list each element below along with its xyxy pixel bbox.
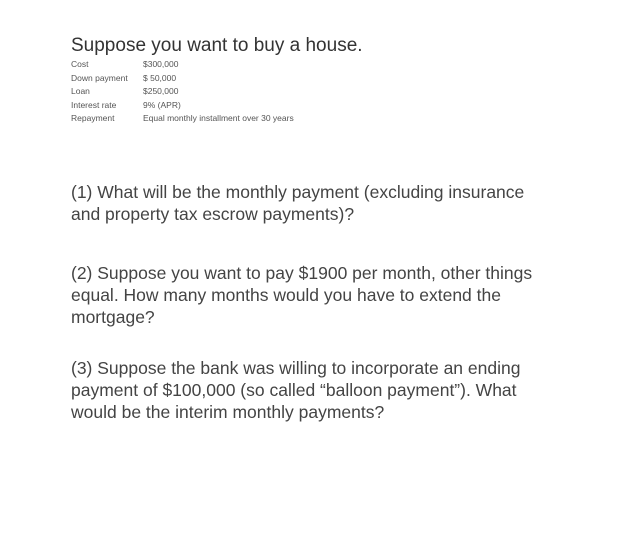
term-value: 9% (APR) bbox=[143, 99, 181, 110]
question-1: (1) What will be the monthly payment (excluding insurance and property tax escrow payments)? bbox=[71, 182, 525, 224]
term-label: Repayment bbox=[71, 113, 115, 123]
term-label: Loan bbox=[71, 86, 90, 96]
term-row-cost bbox=[71, 59, 313, 70]
term-row-repayment bbox=[71, 113, 313, 124]
term-value: $300,000 bbox=[143, 59, 179, 69]
term-row-loan bbox=[71, 86, 313, 97]
question-3: (3) Suppose the bank was willing to incorporate an ending payment of $100,000 (so called “balloon payment”). What would be the interim monthly payments? bbox=[71, 358, 521, 422]
loan-terms-table bbox=[71, 59, 313, 127]
term-row-interest-rate bbox=[71, 100, 313, 111]
question-2: (2) Suppose you want to pay $1900 per month, other things equal. How many months would you have to extend the mortgage? bbox=[71, 263, 533, 327]
term-row-down-payment bbox=[71, 73, 313, 84]
term-value: $250,000 bbox=[143, 86, 179, 96]
page-title: Suppose you want to buy a house. bbox=[71, 35, 363, 56]
term-label: Interest rate bbox=[71, 99, 117, 110]
term-label: Cost bbox=[71, 59, 89, 69]
term-value: Equal monthly installment over 30 years bbox=[143, 113, 294, 123]
term-label: Down payment bbox=[71, 72, 128, 83]
term-value: $ 50,000 bbox=[143, 72, 177, 83]
